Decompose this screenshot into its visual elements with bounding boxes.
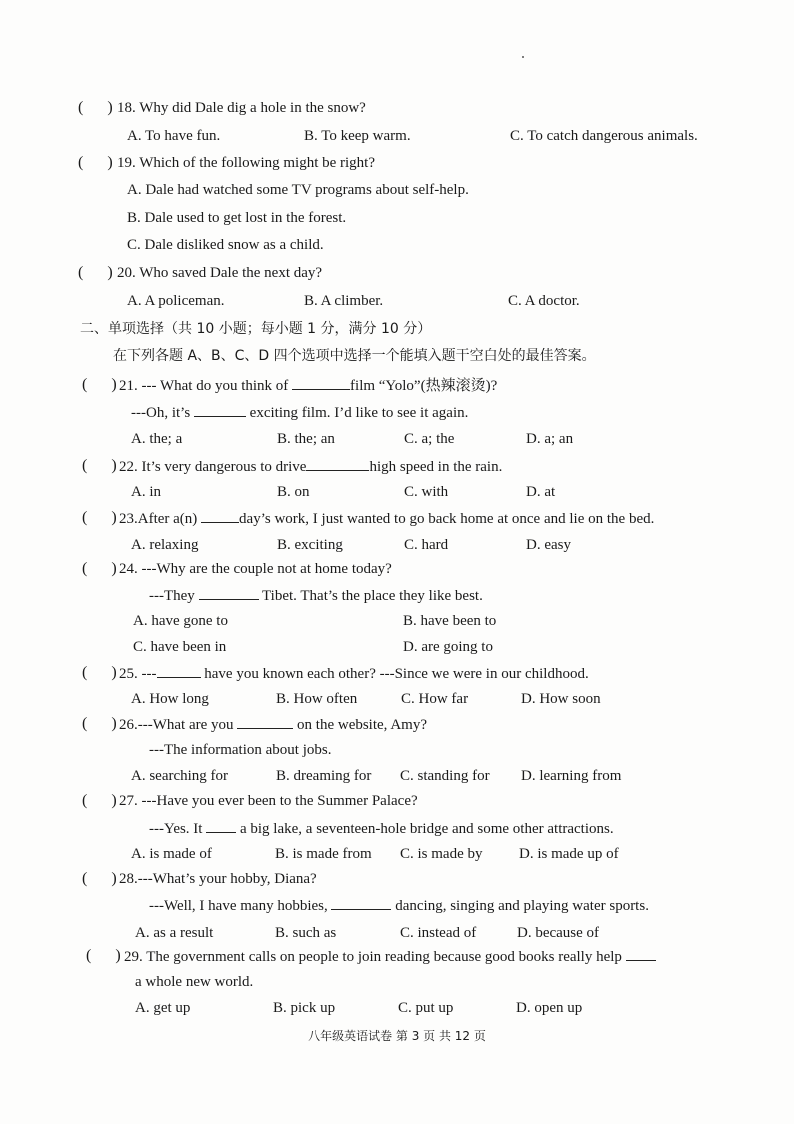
q18-option-c: C. To catch dangerous animals. <box>510 128 698 144</box>
q27-reply-start: ---Yes. It <box>149 821 207 837</box>
answer-paren-24[interactable]: ( ) <box>82 560 117 577</box>
answer-paren-29[interactable]: ( ) <box>86 947 121 964</box>
q20-option-b: B. A climber. <box>304 293 384 309</box>
q25-option-a: A. How long <box>131 691 209 707</box>
q23-option-c: C. hard <box>404 537 449 553</box>
q23-option-a: A. relaxing <box>131 537 199 553</box>
blank[interactable] <box>199 586 259 600</box>
q26-stem-end: on the website, Amy? <box>293 717 428 733</box>
q21-option-c: C. a; the <box>404 431 455 447</box>
q27-option-d: D. is made up of <box>519 846 619 862</box>
speck <box>522 56 524 58</box>
q21-option-a: A. the; a <box>131 431 183 447</box>
q24-option-d: D. are going to <box>403 639 493 655</box>
answer-paren-20[interactable]: ( ) <box>78 264 113 281</box>
q27-option-a: A. is made of <box>131 846 212 862</box>
q29-stem-text: 29. The government calls on people to join reading because good books really help <box>124 949 626 965</box>
question-25-stem <box>119 664 589 683</box>
q28-reply-start: ---Well, I have many hobbies, <box>149 898 332 914</box>
q24-option-b: B. have been to <box>403 613 497 629</box>
q21-option-d: D. a; an <box>526 431 574 447</box>
q18-option-b: B. To keep warm. <box>304 128 411 144</box>
q27-option-c: C. is made by <box>400 846 483 862</box>
q21-reply-end: exciting film. I’d like to see it again. <box>245 405 469 421</box>
q23-stem-start: 23.After a(n) <box>119 511 202 527</box>
q25-stem-start: 25. --- <box>119 666 157 682</box>
q28-option-c: C. instead of <box>400 925 477 941</box>
q23-option-d: D. easy <box>526 537 571 553</box>
q20-option-a: A. A policeman. <box>127 293 225 309</box>
q19-option-c: C. Dale disliked snow as a child. <box>127 237 324 253</box>
q26-option-a: A. searching for <box>131 768 229 784</box>
answer-paren-22[interactable]: ( ) <box>82 457 117 474</box>
q25-option-d: D. How soon <box>521 691 601 707</box>
q25-option-b: B. How often <box>276 691 358 707</box>
question-20-stem: 20. Who saved Dale the next day? <box>117 265 323 281</box>
q26-option-d: D. learning from <box>521 768 622 784</box>
q26-option-b: B. dreaming for <box>276 768 372 784</box>
q25-stem-end: have you known each other? ---Since we were in our childhood. <box>200 666 589 682</box>
blank[interactable] <box>331 896 391 910</box>
q27-reply-end: a big lake, a seventeen-hole bridge and some other attractions. <box>236 821 614 837</box>
q28-option-d: D. because of <box>517 925 600 941</box>
blank[interactable] <box>206 819 236 833</box>
blank[interactable] <box>306 457 369 471</box>
q21-option-b: B. the; an <box>277 431 335 447</box>
blank[interactable] <box>157 664 201 678</box>
section-instruction: 在下列各题 A、B、C、D 四个选项中选择一个能填入题干空白处的最佳答案。 <box>113 348 596 364</box>
q23-option-b: B. exciting <box>277 537 343 553</box>
q22-stem-start: 22. It’s very dangerous to drive <box>119 459 307 475</box>
question-28-reply <box>149 896 649 915</box>
question-21-stem <box>119 376 497 395</box>
question-24-stem: 24. ---Why are the couple not at home today? <box>119 561 392 577</box>
q22-option-c: C. with <box>404 484 449 500</box>
q29-option-b: B. pick up <box>273 1000 336 1016</box>
answer-paren-25[interactable]: ( ) <box>82 664 117 681</box>
question-29-continuation: a whole new world. <box>135 974 254 990</box>
question-28-stem: 28.---What’s your hobby, Diana? <box>119 871 317 887</box>
answer-paren-19[interactable]: ( ) <box>78 154 113 171</box>
q18-option-a: A. To have fun. <box>127 128 221 144</box>
q24-reply-end: Tibet. That’s the place they like best. <box>258 588 483 604</box>
answer-paren-27[interactable]: ( ) <box>82 792 117 809</box>
question-18-stem: 18. Why did Dale dig a hole in the snow? <box>117 100 366 116</box>
answer-paren-23[interactable]: ( ) <box>82 509 117 526</box>
question-22-stem <box>119 457 502 476</box>
q22-option-a: A. in <box>131 484 161 500</box>
q28-reply-end: dancing, singing and playing water sports. <box>391 898 649 914</box>
section-heading: 二、单项选择（共 10 小题；每小题 1 分，满分 10 分） <box>80 321 432 337</box>
question-29-stem <box>124 947 656 966</box>
q29-option-a: A. get up <box>135 1000 191 1016</box>
blank[interactable] <box>201 509 239 523</box>
q29-option-d: D. open up <box>516 1000 583 1016</box>
answer-paren-18[interactable]: ( ) <box>78 99 113 116</box>
q28-option-b: B. such as <box>275 925 337 941</box>
q23-stem-end: day’s work, I just wanted to go back home at once and lie on the bed. <box>239 511 655 527</box>
question-21-reply <box>131 403 468 422</box>
q25-option-c: C. How far <box>401 691 469 707</box>
question-26-stem <box>119 715 427 734</box>
question-26-reply: ---The information about jobs. <box>149 742 332 758</box>
q21-reply-start: ---Oh, it’s <box>131 405 194 421</box>
answer-paren-28[interactable]: ( ) <box>82 870 117 887</box>
q26-stem-start: 26.---What are you <box>119 717 238 733</box>
q28-option-a: A. as a result <box>135 925 214 941</box>
answer-paren-26[interactable]: ( ) <box>82 715 117 732</box>
q22-option-b: B. on <box>277 484 310 500</box>
q27-option-b: B. is made from <box>275 846 372 862</box>
q24-option-a: A. have gone to <box>133 613 228 629</box>
q29-option-c: C. put up <box>398 1000 454 1016</box>
question-27-stem: 27. ---Have you ever been to the Summer Palace? <box>119 793 418 809</box>
blank[interactable] <box>626 947 656 961</box>
q21-stem-end: film “Yolo”(热辣滚烫)? <box>350 378 498 394</box>
question-24-reply <box>149 586 483 605</box>
blank[interactable] <box>292 376 350 390</box>
q24-option-c: C. have been in <box>133 639 227 655</box>
q19-option-b: B. Dale used to get lost in the forest. <box>127 210 347 226</box>
page-footer: 八年级英语试卷 第 3 页 共 12 页 <box>308 1029 486 1043</box>
q22-stem-end: high speed in the rain. <box>369 459 503 475</box>
answer-paren-21[interactable]: ( ) <box>82 376 117 393</box>
question-23-stem <box>119 509 654 528</box>
q20-option-c: C. A doctor. <box>508 293 580 309</box>
q21-stem-start: 21. --- What do you think of <box>119 378 293 394</box>
blank[interactable] <box>237 715 293 729</box>
question-27-reply <box>149 819 614 838</box>
question-19-stem: 19. Which of the following might be right? <box>117 155 376 171</box>
q26-option-c: C. standing for <box>400 768 490 784</box>
q22-option-d: D. at <box>526 484 556 500</box>
q19-option-a: A. Dale had watched some TV programs about self-help. <box>127 182 469 198</box>
blank[interactable] <box>194 403 246 417</box>
q24-reply-start: ---They <box>149 588 199 604</box>
